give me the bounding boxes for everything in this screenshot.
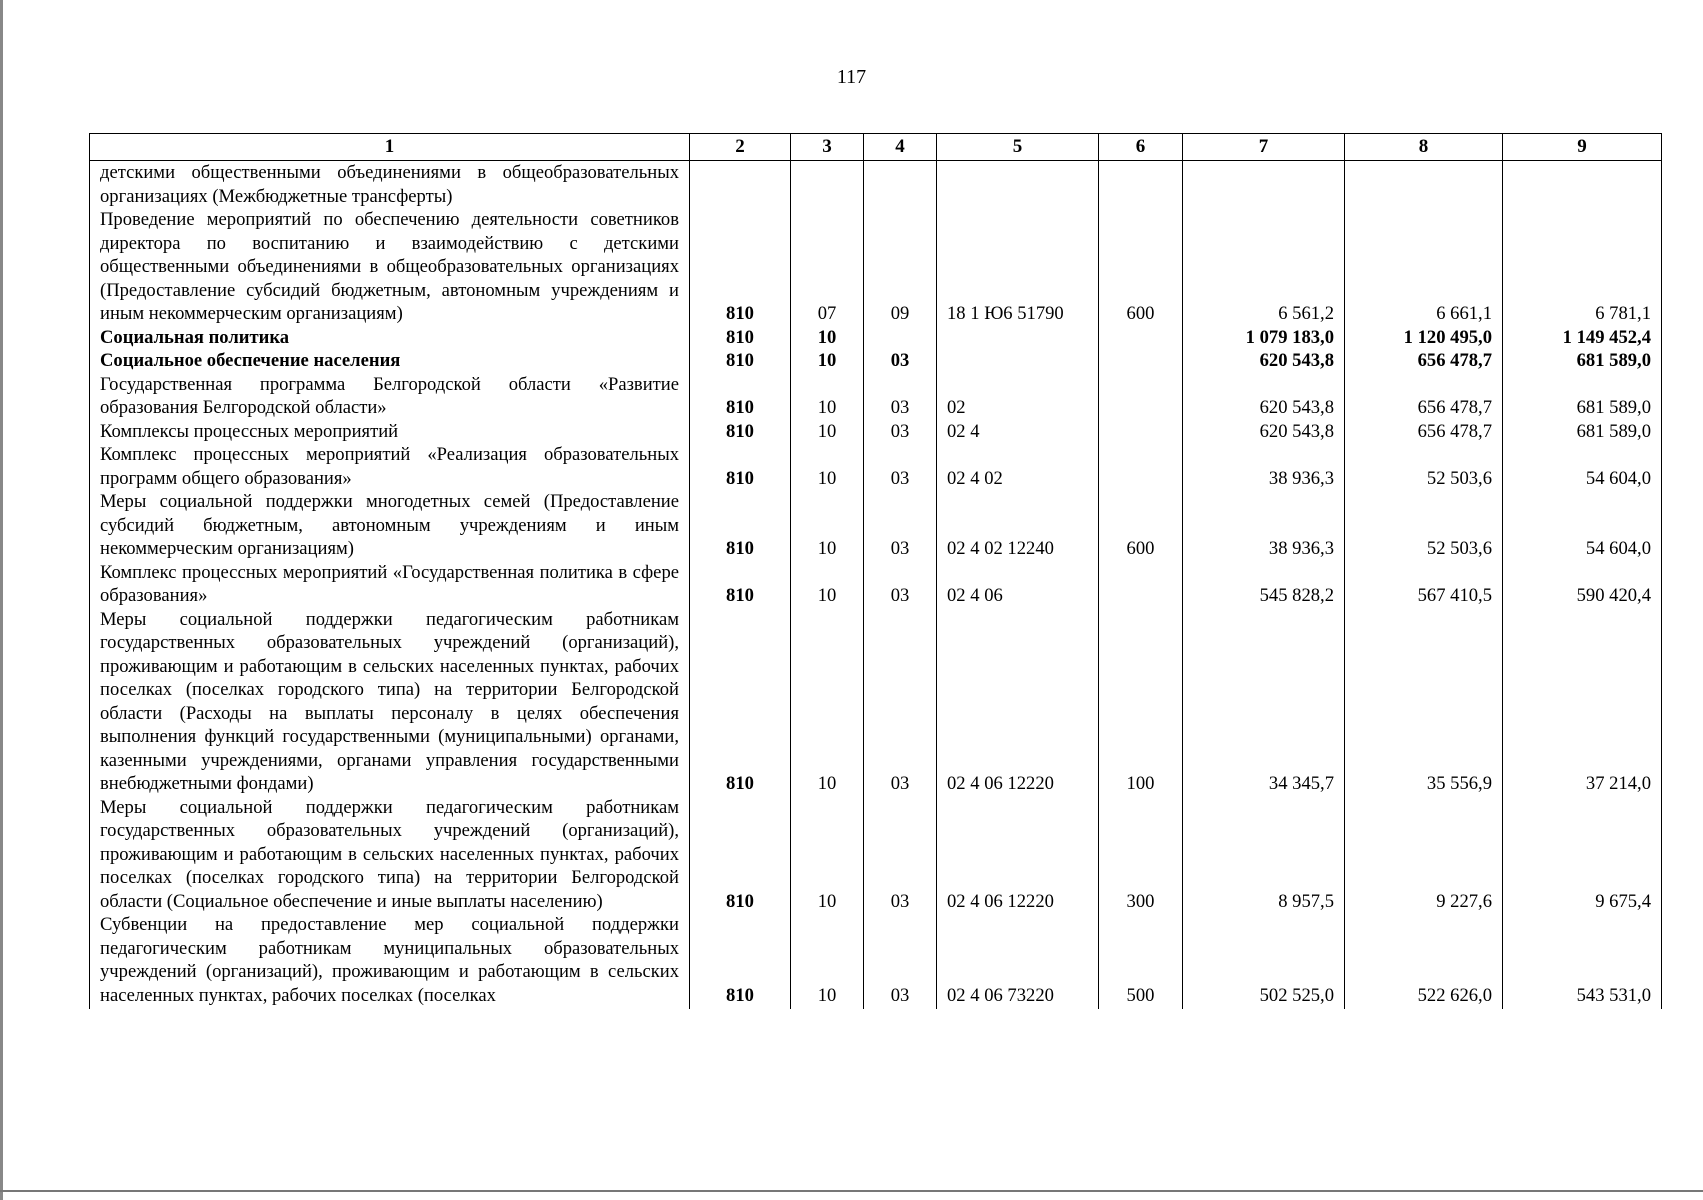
cell-col5 bbox=[937, 349, 1099, 373]
cell-col6: 600 bbox=[1099, 490, 1183, 561]
cell-col9: 6 781,1 bbox=[1503, 208, 1662, 326]
cell-col8: 1 120 495,0 bbox=[1345, 326, 1503, 350]
cell-col5 bbox=[937, 161, 1099, 209]
table-row bbox=[90, 561, 1662, 608]
cell-col7: 38 936,3 bbox=[1183, 490, 1345, 561]
cell-col3: 10 bbox=[791, 373, 864, 420]
cell-col4 bbox=[864, 326, 937, 350]
cell-col3: 10 bbox=[791, 420, 864, 444]
cell-col2: 810 bbox=[690, 561, 791, 608]
row-description: Комплекс процессных мероприятий «Реализация образовательных программ общего образования» bbox=[90, 443, 690, 490]
cell-col3: 10 bbox=[791, 490, 864, 561]
cell-col4: 09 bbox=[864, 208, 937, 326]
cell-col2: 810 bbox=[690, 349, 791, 373]
cell-col9 bbox=[1503, 161, 1662, 209]
cell-col7: 34 345,7 bbox=[1183, 608, 1345, 796]
table-row bbox=[90, 608, 1662, 796]
column-header: 5 bbox=[937, 134, 1099, 161]
cell-col7: 8 957,5 bbox=[1183, 796, 1345, 914]
cell-col4: 03 bbox=[864, 420, 937, 444]
cell-col5: 02 4 02 12240 bbox=[937, 490, 1099, 561]
row-description: детскими общественными объединениями в общеобразовательных организациях (Межбюджетные трансферты) bbox=[90, 161, 690, 209]
cell-col2: 810 bbox=[690, 796, 791, 914]
column-header: 2 bbox=[690, 134, 791, 161]
table-header-row bbox=[90, 134, 1662, 161]
cell-col8: 656 478,7 bbox=[1345, 373, 1503, 420]
cell-col3 bbox=[791, 161, 864, 209]
cell-col7: 620 543,8 bbox=[1183, 373, 1345, 420]
row-description: Социальная политика bbox=[90, 326, 690, 350]
table-row bbox=[90, 490, 1662, 561]
column-header: 8 bbox=[1345, 134, 1503, 161]
cell-col4: 03 bbox=[864, 913, 937, 1009]
cell-col2: 810 bbox=[690, 608, 791, 796]
cell-col3: 10 bbox=[791, 443, 864, 490]
cell-col2: 810 bbox=[690, 326, 791, 350]
cell-col5: 02 4 02 bbox=[937, 443, 1099, 490]
table-row bbox=[90, 326, 1662, 350]
page-number: 117 bbox=[836, 66, 867, 88]
cell-col3: 10 bbox=[791, 349, 864, 373]
cell-col4: 03 bbox=[864, 373, 937, 420]
cell-col3: 10 bbox=[791, 608, 864, 796]
row-description: Субвенции на предоставление мер социальной поддержки педагогическим работникам муниципальных образовательных учреждений (организаций), проживающим и работающим в сельских населенных пунктах, рабочих поселках (поселках bbox=[90, 913, 690, 1009]
cell-col5: 02 4 06 12220 bbox=[937, 608, 1099, 796]
table-row bbox=[90, 913, 1662, 1009]
cell-col6 bbox=[1099, 561, 1183, 608]
cell-col7: 1 079 183,0 bbox=[1183, 326, 1345, 350]
cell-col8: 522 626,0 bbox=[1345, 913, 1503, 1009]
column-header: 1 bbox=[90, 134, 690, 161]
cell-col7: 620 543,8 bbox=[1183, 420, 1345, 444]
cell-col8: 6 661,1 bbox=[1345, 208, 1503, 326]
cell-col6: 500 bbox=[1099, 913, 1183, 1009]
cell-col2 bbox=[690, 161, 791, 209]
column-header: 7 bbox=[1183, 134, 1345, 161]
cell-col3: 10 bbox=[791, 326, 864, 350]
cell-col8: 35 556,9 bbox=[1345, 608, 1503, 796]
scan-left-edge bbox=[0, 0, 3, 1200]
cell-col6 bbox=[1099, 373, 1183, 420]
cell-col6 bbox=[1099, 326, 1183, 350]
cell-col6: 600 bbox=[1099, 208, 1183, 326]
row-description: Меры социальной поддержки многодетных семей (Предоставление субсидий бюджетным, автономным учреждениям и иным некоммерческим организациям) bbox=[90, 490, 690, 561]
cell-col6 bbox=[1099, 443, 1183, 490]
row-description: Проведение мероприятий по обеспечению деятельности советников директора по воспитанию и взаимодействию с детскими общественными объединениями в общеобразовательных организациях (Предоставление субсидий бюджетным, автономным учреждениям и иным некоммерческим организациям) bbox=[90, 208, 690, 326]
table-row bbox=[90, 208, 1662, 326]
cell-col4: 03 bbox=[864, 490, 937, 561]
cell-col5: 02 4 06 12220 bbox=[937, 796, 1099, 914]
cell-col7: 6 561,2 bbox=[1183, 208, 1345, 326]
cell-col4: 03 bbox=[864, 796, 937, 914]
table-row bbox=[90, 161, 1662, 209]
cell-col5 bbox=[937, 326, 1099, 350]
cell-col4: 03 bbox=[864, 349, 937, 373]
cell-col2: 810 bbox=[690, 913, 791, 1009]
cell-col4 bbox=[864, 161, 937, 209]
cell-col9: 54 604,0 bbox=[1503, 490, 1662, 561]
cell-col5: 02 4 06 bbox=[937, 561, 1099, 608]
cell-col6: 100 bbox=[1099, 608, 1183, 796]
row-description: Меры социальной поддержки педагогическим работникам государственных образовательных учреждений (организаций), проживающим и работающим в сельских населенных пунктах, рабочих поселках (поселках городского типа) на территории Белгородской области (Расходы на выплаты персоналу в целях обеспечения выполнения функций государственными (муниципальными) органами, казенными учреждениями, органами управления государственными внебюджетными фондами) bbox=[90, 608, 690, 796]
table-row bbox=[90, 796, 1662, 914]
cell-col5: 18 1 Ю6 51790 bbox=[937, 208, 1099, 326]
table-row bbox=[90, 349, 1662, 373]
cell-col3: 10 bbox=[791, 913, 864, 1009]
row-description: Комплекс процессных мероприятий «Государственная политика в сфере образования» bbox=[90, 561, 690, 608]
cell-col9: 37 214,0 bbox=[1503, 608, 1662, 796]
cell-col8: 52 503,6 bbox=[1345, 490, 1503, 561]
column-header: 9 bbox=[1503, 134, 1662, 161]
row-description: Меры социальной поддержки педагогическим работникам государственных образовательных учреждений (организаций), проживающим и работающим в сельских населенных пунктах, рабочих поселках (поселках городского типа) на территории Белгородской области (Социальное обеспечение и иные выплаты населению) bbox=[90, 796, 690, 914]
row-description: Социальное обеспечение населения bbox=[90, 349, 690, 373]
cell-col6 bbox=[1099, 349, 1183, 373]
cell-col9: 54 604,0 bbox=[1503, 443, 1662, 490]
cell-col9: 681 589,0 bbox=[1503, 349, 1662, 373]
table-body bbox=[90, 161, 1662, 1010]
cell-col8 bbox=[1345, 161, 1503, 209]
row-description: Комплексы процессных мероприятий bbox=[90, 420, 690, 444]
scan-bottom-rule bbox=[0, 1190, 1703, 1192]
cell-col8: 656 478,7 bbox=[1345, 420, 1503, 444]
cell-col8: 656 478,7 bbox=[1345, 349, 1503, 373]
column-header: 3 bbox=[791, 134, 864, 161]
budget-table bbox=[89, 133, 1662, 1009]
cell-col9: 1 149 452,4 bbox=[1503, 326, 1662, 350]
cell-col4: 03 bbox=[864, 561, 937, 608]
cell-col8: 567 410,5 bbox=[1345, 561, 1503, 608]
cell-col6: 300 bbox=[1099, 796, 1183, 914]
cell-col7: 502 525,0 bbox=[1183, 913, 1345, 1009]
cell-col9: 543 531,0 bbox=[1503, 913, 1662, 1009]
cell-col4: 03 bbox=[864, 608, 937, 796]
cell-col4: 03 bbox=[864, 443, 937, 490]
cell-col6 bbox=[1099, 161, 1183, 209]
cell-col8: 52 503,6 bbox=[1345, 443, 1503, 490]
cell-col2: 810 bbox=[690, 420, 791, 444]
cell-col3: 10 bbox=[791, 561, 864, 608]
cell-col2: 810 bbox=[690, 490, 791, 561]
cell-col7 bbox=[1183, 161, 1345, 209]
cell-col8: 9 227,6 bbox=[1345, 796, 1503, 914]
row-description: Государственная программа Белгородской области «Развитие образования Белгородской области» bbox=[90, 373, 690, 420]
cell-col2: 810 bbox=[690, 208, 791, 326]
cell-col3: 07 bbox=[791, 208, 864, 326]
table-row bbox=[90, 373, 1662, 420]
column-header: 6 bbox=[1099, 134, 1183, 161]
cell-col7: 620 543,8 bbox=[1183, 349, 1345, 373]
cell-col9: 590 420,4 bbox=[1503, 561, 1662, 608]
table-row bbox=[90, 420, 1662, 444]
column-header: 4 bbox=[864, 134, 937, 161]
table-row bbox=[90, 443, 1662, 490]
cell-col6 bbox=[1099, 420, 1183, 444]
cell-col2: 810 bbox=[690, 373, 791, 420]
cell-col7: 38 936,3 bbox=[1183, 443, 1345, 490]
cell-col3: 10 bbox=[791, 796, 864, 914]
cell-col2: 810 bbox=[690, 443, 791, 490]
cell-col9: 681 589,0 bbox=[1503, 373, 1662, 420]
cell-col5: 02 4 06 73220 bbox=[937, 913, 1099, 1009]
cell-col5: 02 4 bbox=[937, 420, 1099, 444]
cell-col9: 681 589,0 bbox=[1503, 420, 1662, 444]
cell-col7: 545 828,2 bbox=[1183, 561, 1345, 608]
cell-col9: 9 675,4 bbox=[1503, 796, 1662, 914]
cell-col5: 02 bbox=[937, 373, 1099, 420]
